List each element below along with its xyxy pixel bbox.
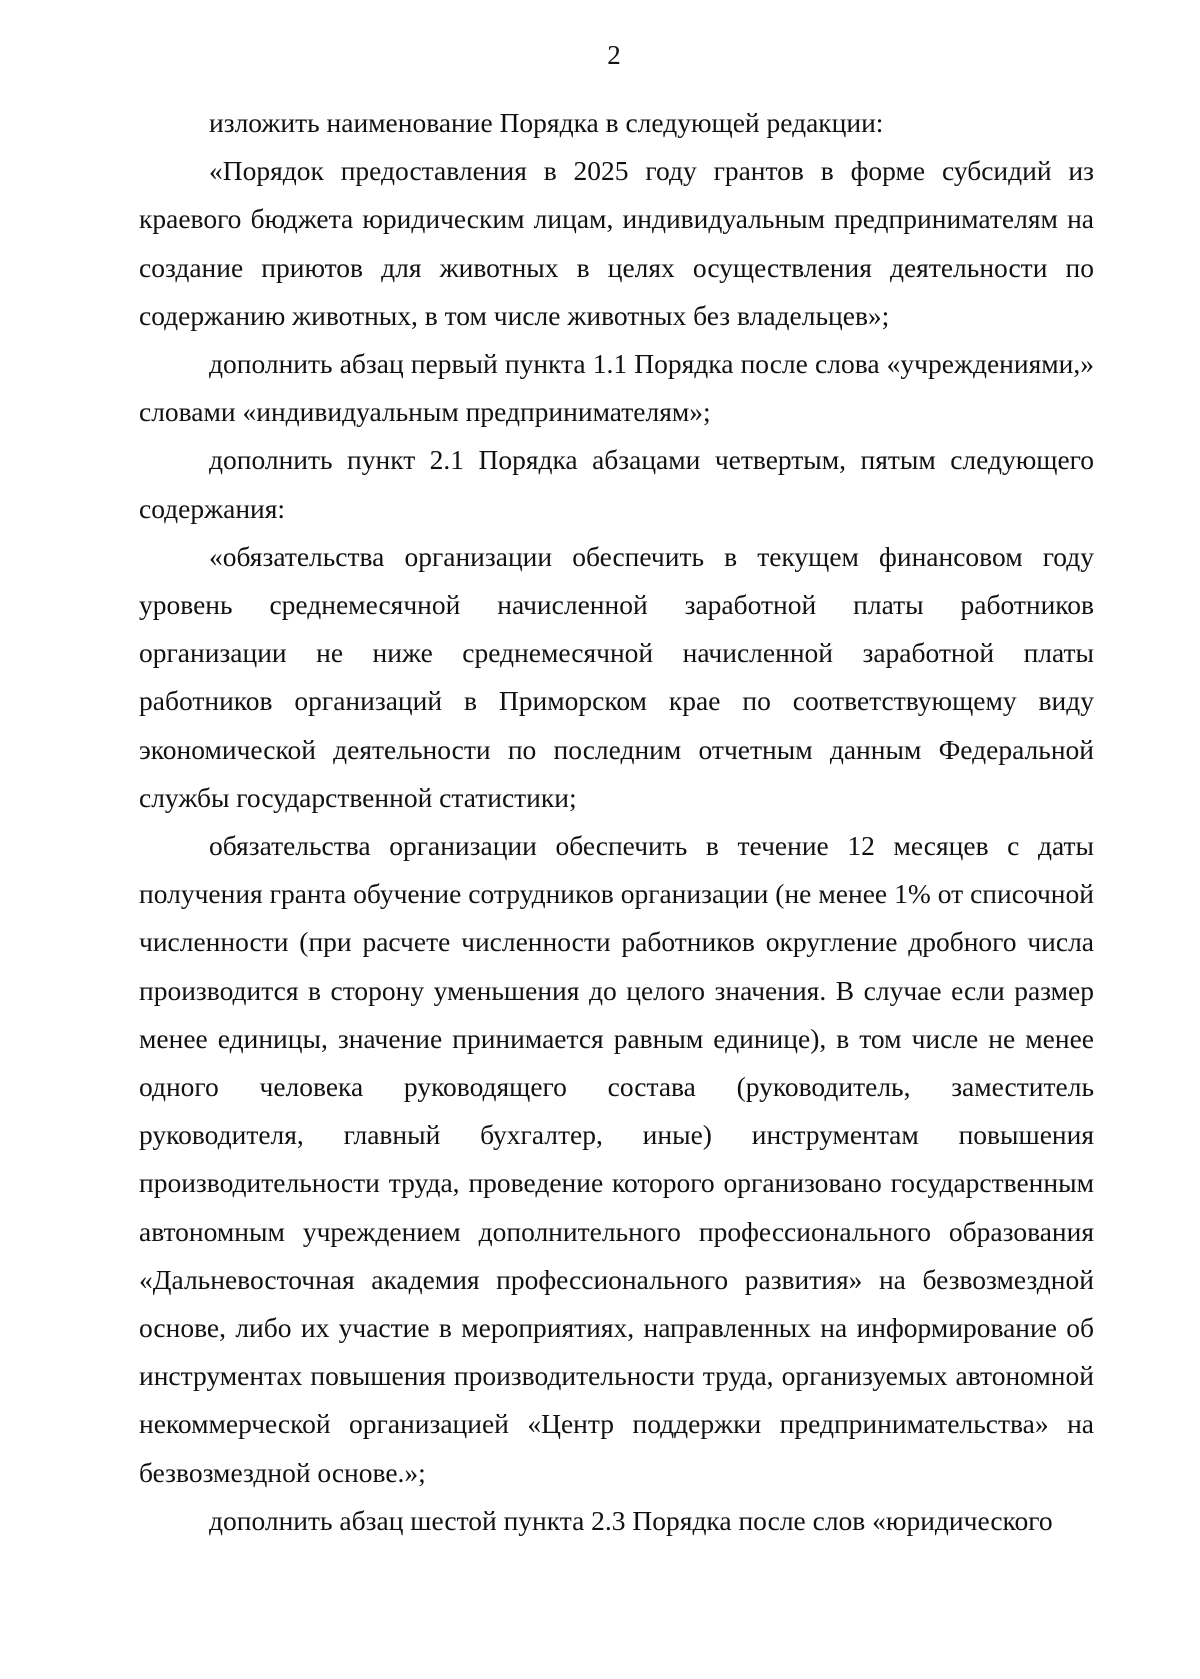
paragraph-amend-1-1: дополнить абзац первый пункта 1.1 Порядка после слова «учреждениями,» словами «индивидуальным предпринимателям»;: [139, 348, 1094, 428]
page-number: 2: [607, 40, 621, 70]
paragraph-amend-2-3: дополнить абзац шестой пункта 2.3 Порядка после слов «юридического: [209, 1504, 1053, 1536]
paragraph-obligation-salary: «обязательства организации обеспечить в текущем финансовом году уровень среднемесячной начисленной заработной платы работников организации не ниже среднемесячной начисленной заработной платы работников организаций в Приморском крае по соответствующему виду экономической деятельности по последним отчетным данным Федеральной службы государственной статистики;: [139, 540, 1094, 813]
paragraph-amend-2-1: дополнить пункт 2.1 Порядка абзацами четвертым, пятым следующего содержания:: [139, 444, 1094, 524]
document-body: [139, 99, 1094, 1545]
paragraph-title-amendment: изложить наименование Порядка в следующей редакции:: [209, 107, 884, 138]
paragraph-obligation-training: обязательства организации обеспечить в течение 12 месяцев с даты получения гранта обучение сотрудников организации (не менее 1% от списочной численности (при расчете численности работников округление дробного числа производится в сторону уменьшения до целого значения. В случае если размер менее единицы, значение принимается равным единице), в том числе не менее одного человека руководящего состава (руководитель, заместитель руководителя, главный бухгалтер, иные) инструментам повышения производительности труда, проведение которого организовано государственным автономным учреждением дополнительного профессионального образования «Дальневосточная академия профессионального развития» на безвозмездной основе, либо их участие в мероприятиях, направленных на информирование об инструментах повышения производительности труда, организуемых автономной некоммерческой организацией «Центр поддержки предпринимательства» на безвозмездной основе.»;: [139, 830, 1094, 1488]
paragraph-new-title: «Порядок предоставления в 2025 году грантов в форме субсидий из краевого бюджета юридическим лицам, индивидуальным предпринимателям на создание приютов для животных в целях осуществления деятельности по содержанию животных, в том числе животных без владельцев»;: [139, 155, 1094, 331]
